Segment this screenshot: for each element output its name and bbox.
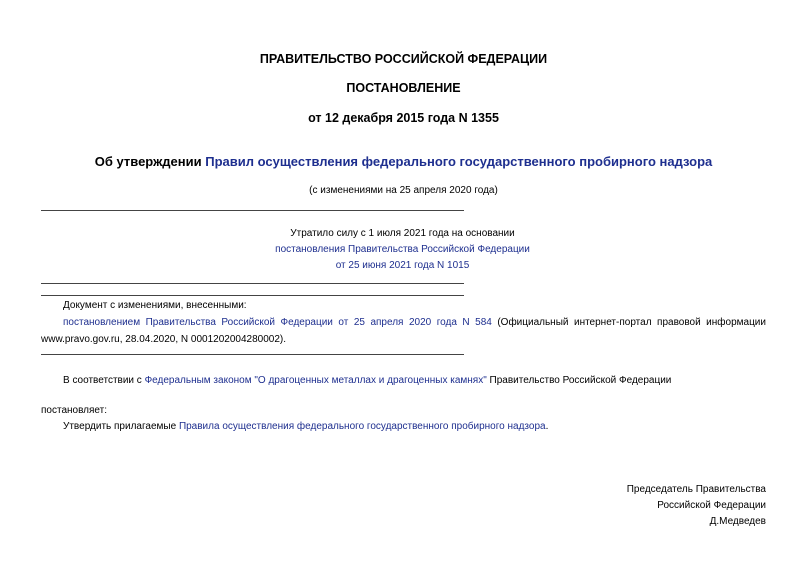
signature-title: Председатель Правительства xyxy=(626,484,766,495)
signature-org: Российской Федерации xyxy=(657,500,766,511)
date-number-heading: от 12 декабря 2015 года N 1355 xyxy=(308,111,499,125)
divider xyxy=(41,283,464,284)
divider xyxy=(41,210,464,211)
changes-link[interactable]: постановлением Правительства Российской Федерации от 25 апреля 2020 года N 584 xyxy=(63,317,492,328)
p1-prefix: В соответствии с xyxy=(63,375,145,386)
changes-intro: Документ с изменениями, внесенными: xyxy=(63,300,247,311)
expired-line1: Утратило силу с 1 июля 2021 года на основании xyxy=(290,228,515,239)
title-link[interactable]: Правил осуществления федерального государственного пробирного надзора xyxy=(205,154,713,169)
body-paragraph-1 xyxy=(63,372,671,389)
changes-tail: (Официальный интернет-портал правовой информации www.pravo.gov.ru, 28.04.2020, N 0001202004280002). xyxy=(41,317,766,345)
divider xyxy=(41,295,464,296)
body-paragraph-2: постановляет: xyxy=(41,405,108,416)
body-paragraph-3 xyxy=(63,418,548,435)
changes-paragraph xyxy=(41,314,766,348)
p3-prefix: Утвердить прилагаемые xyxy=(63,421,179,432)
doc-type-heading: ПОСТАНОВЛЕНИЕ xyxy=(346,81,461,95)
document-title xyxy=(0,154,807,169)
p1-suffix: Правительство Российской Федерации xyxy=(486,375,672,386)
amended-note: (с изменениями на 25 апреля 2020 года) xyxy=(309,185,498,196)
divider xyxy=(41,354,464,355)
p3-suffix: . xyxy=(545,421,549,432)
signature-name: Д.Медведев xyxy=(709,516,766,527)
rules-link[interactable]: Правила осуществления федерального государственного пробирного надзора xyxy=(178,421,546,432)
expired-link1[interactable]: постановления Правительства Российской Федерации xyxy=(275,244,530,255)
federal-law-link[interactable]: Федеральным законом "О драгоценных металлах и драгоценных камнях" xyxy=(144,375,487,386)
title-prefix: Об утверждении xyxy=(94,154,206,169)
expired-link2[interactable]: от 25 июня 2021 года N 1015 xyxy=(335,260,470,271)
government-heading: ПРАВИТЕЛЬСТВО РОССИЙСКОЙ ФЕДЕРАЦИИ xyxy=(259,52,548,66)
